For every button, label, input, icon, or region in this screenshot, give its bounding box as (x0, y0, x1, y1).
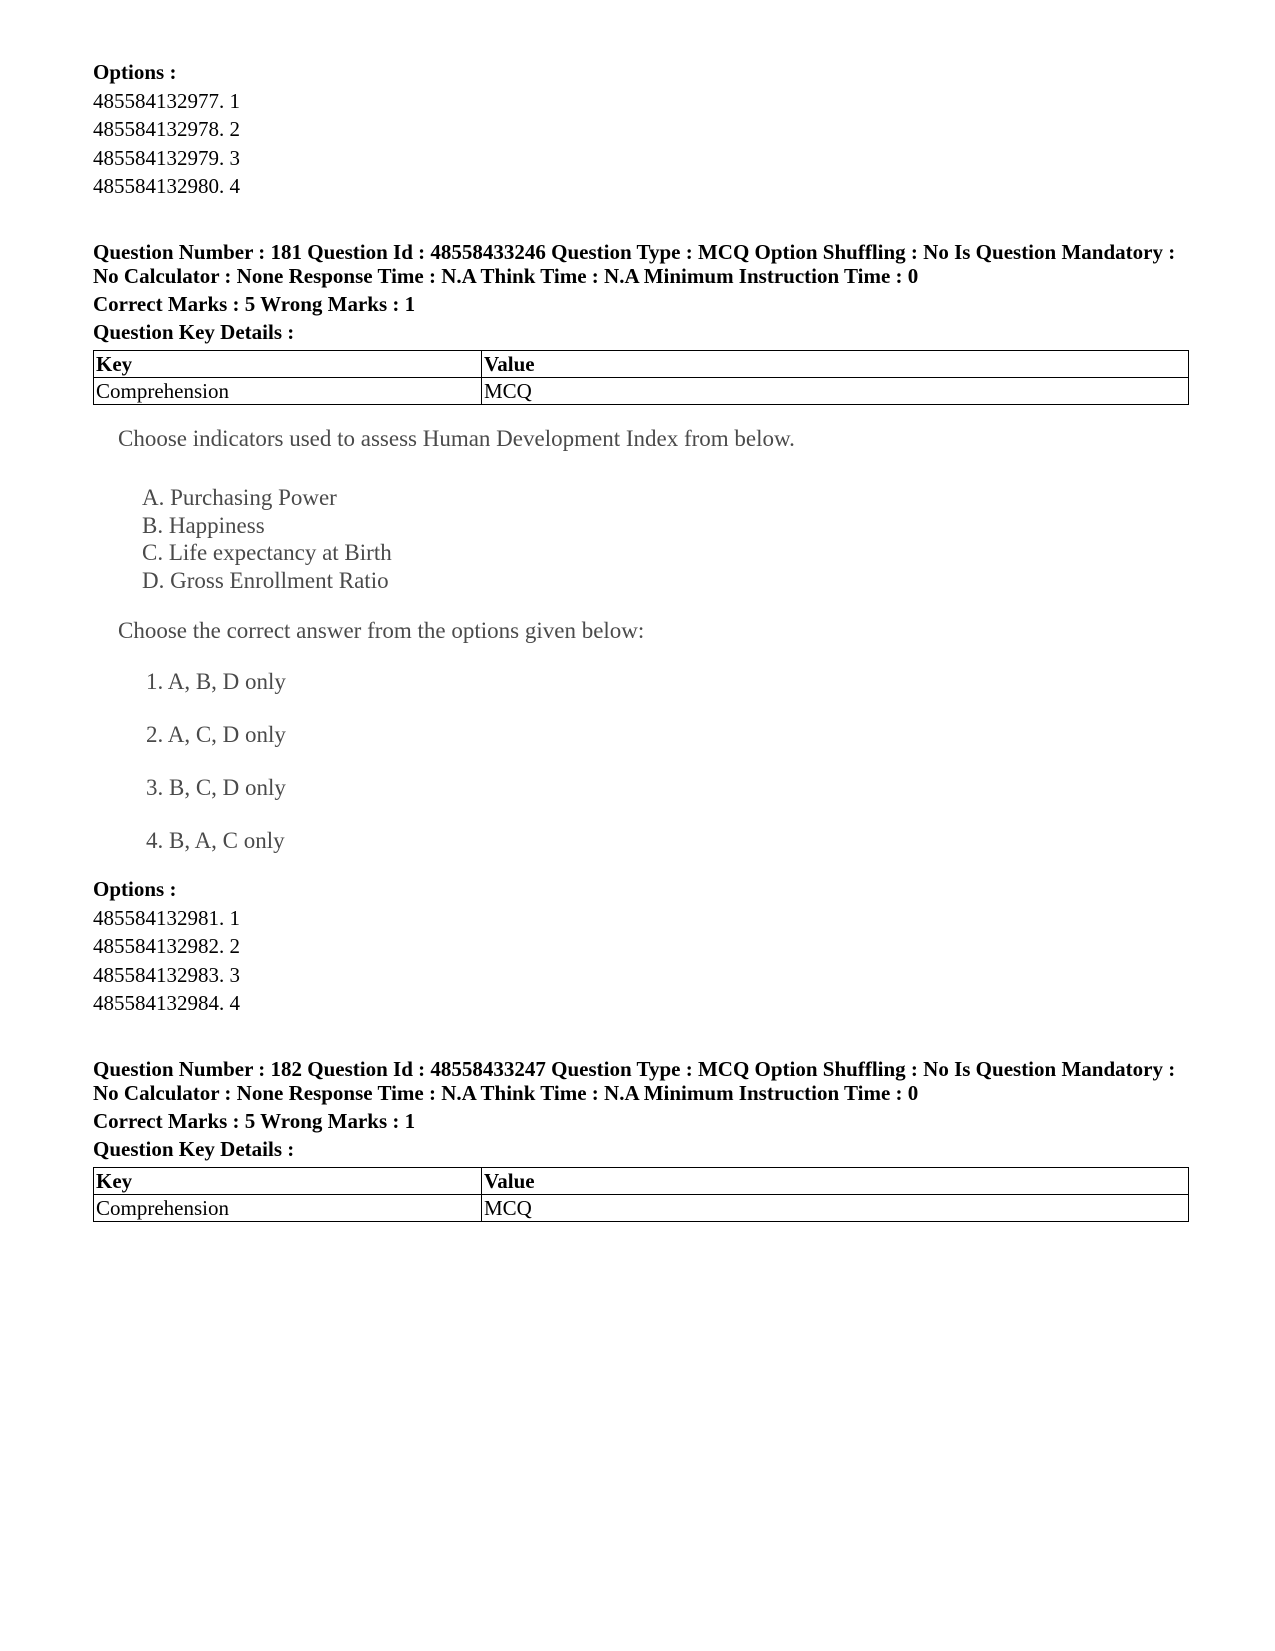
table-row (94, 378, 1189, 405)
previous-options-block (93, 58, 240, 201)
marks-line: Correct Marks : 5 Wrong Marks : 1 (93, 292, 416, 316)
table-cell-value: MCQ (482, 378, 1189, 405)
option-line: 485584132979. 3 (93, 145, 240, 170)
table-header-key: Key (94, 351, 482, 378)
table-cell-key: Comprehension (94, 378, 482, 405)
marks-line: Correct Marks : 5 Wrong Marks : 1 (93, 1109, 416, 1133)
question-meta-line-2: No Calculator : None Response Time : N.A Think Time : N.A Minimum Instruction Time : 0 (93, 1081, 919, 1105)
statement-item: C. Life expectancy at Birth (142, 540, 392, 565)
statement-item: D. Gross Enrollment Ratio (142, 567, 389, 593)
table-header-key: Key (94, 1168, 482, 1195)
answer-choice: 3. B, C, D only (146, 775, 286, 800)
option-line: 485584132981. 1 (93, 905, 240, 930)
option-line: 485584132983. 3 (93, 962, 240, 987)
options-heading: Options : (93, 60, 177, 84)
table-cell-key: Comprehension (94, 1195, 482, 1222)
question-181-options (93, 875, 240, 1018)
question-181-header (93, 240, 1175, 344)
answer-instruction: Choose the correct answer from the options given below: (118, 618, 645, 643)
table-row (94, 1195, 1189, 1222)
options-heading: Options : (93, 877, 177, 901)
key-details-label: Question Key Details : (93, 1137, 295, 1161)
statement-list (142, 484, 392, 594)
statement-item: B. Happiness (142, 512, 265, 538)
table-header-row (94, 351, 1189, 378)
table-header-value: Value (482, 351, 1189, 378)
option-line: 485584132980. 4 (93, 174, 240, 198)
answer-choice: 1. A, B, D only (146, 669, 286, 694)
question-stem: Choose indicators used to assess Human Development Index from below. (118, 426, 795, 451)
question-182-key-table (93, 1167, 1189, 1222)
question-meta-line-1: Question Number : 182 Question Id : 48558433247 Question Type : MCQ Option Shuffling : No Is Question Mandatory : (93, 1057, 1176, 1081)
option-line: 485584132982. 2 (93, 934, 240, 958)
question-meta-line-2: No Calculator : None Response Time : N.A Think Time : N.A Minimum Instruction Time : 0 (93, 264, 919, 288)
option-line: 485584132977. 1 (93, 88, 240, 113)
answer-choice: 4. B, A, C only (146, 828, 285, 853)
table-header-value: Value (482, 1168, 1189, 1195)
option-line: 485584132978. 2 (93, 117, 240, 141)
question-182-header (93, 1057, 1175, 1161)
key-details-label: Question Key Details : (93, 320, 295, 344)
table-header-row (94, 1168, 1189, 1195)
statement-item: A. Purchasing Power (142, 485, 337, 510)
answer-choice: 2. A, C, D only (146, 722, 286, 747)
question-meta-line-1: Question Number : 181 Question Id : 48558433246 Question Type : MCQ Option Shuffling : No Is Question Mandatory : (93, 240, 1176, 264)
table-cell-value: MCQ (482, 1195, 1189, 1222)
option-line: 485584132984. 4 (93, 991, 240, 1015)
question-181-key-table (93, 350, 1189, 405)
